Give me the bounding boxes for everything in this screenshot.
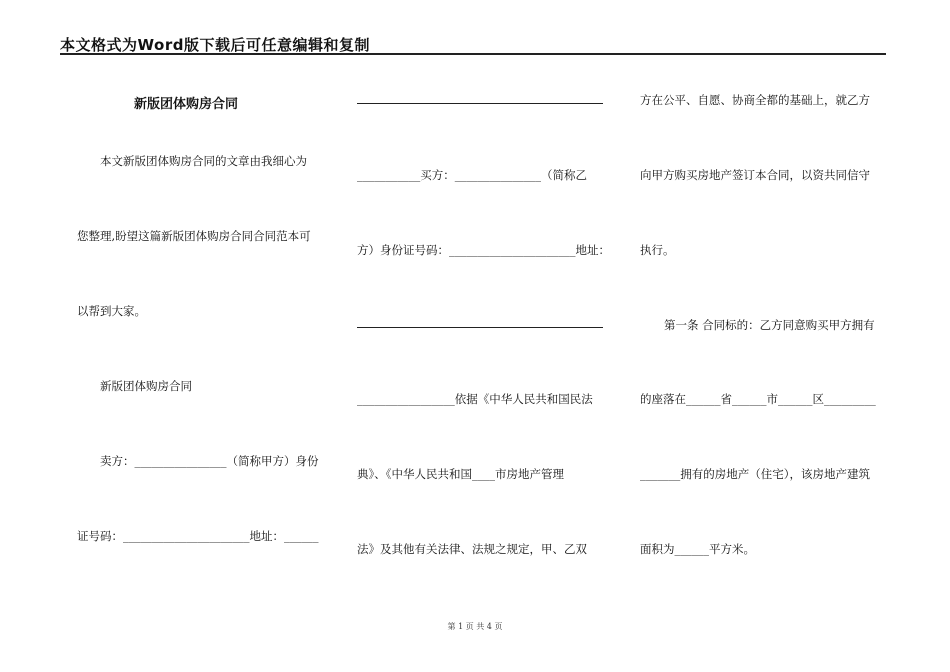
col1-line-5: 卖方：________________（简称甲方）身份 <box>100 454 319 468</box>
col1-line-6: 证号码：______________________地址：______ <box>77 529 319 543</box>
col3-line-2: 向甲方购买房地产签订本合同，以资共同信守 <box>640 168 870 182</box>
col2-line-6: 典》、《中华人民共和国____市房地产管理 <box>357 467 564 481</box>
document-header-title: 本文格式为Word版下载后可任意编辑和复制 <box>60 36 370 54</box>
col3-line-6: _______拥有的房地产（住宅），该房地产建筑 <box>640 467 870 481</box>
document-title: 新版团体购房合同 <box>134 97 239 112</box>
col1-line-3: 以帮到大家。 <box>77 304 146 318</box>
col2-line-7: 法》及其他有关法律、法规之规定，甲、乙双 <box>357 542 587 556</box>
col2-blank-rule-2 <box>357 327 603 328</box>
col3-line-4: 第一条 合同标的：乙方同意购买甲方拥有 <box>664 318 875 332</box>
col3-line-7: 面积为______平方米。 <box>640 542 755 556</box>
col1-line-1: 本文新版团体购房合同的文章由我细心为 <box>100 154 307 168</box>
col2-line-3: 方）身份证号码：______________________地址： <box>357 243 610 257</box>
col2-line-2: ___________买方：_______________（简称乙 <box>357 168 587 182</box>
col3-line-3: 执行。 <box>640 243 675 257</box>
col2-blank-rule-1 <box>357 103 603 104</box>
header-divider <box>60 53 886 55</box>
col2-line-5: _________________依据《中华人民共和国民法 <box>357 392 593 406</box>
col1-line-4: 新版团体购房合同 <box>100 379 192 393</box>
col3-line-1: 方在公平、自愿、协商全都的基础上，就乙方 <box>640 93 870 107</box>
col1-line-2: 您整理,盼望这篇新版团体购房合同合同范本可 <box>77 229 311 243</box>
page-number: 第 1 页 共 4 页 <box>447 622 503 631</box>
col3-line-5: 的座落在______省______市______区_________ <box>640 392 876 406</box>
